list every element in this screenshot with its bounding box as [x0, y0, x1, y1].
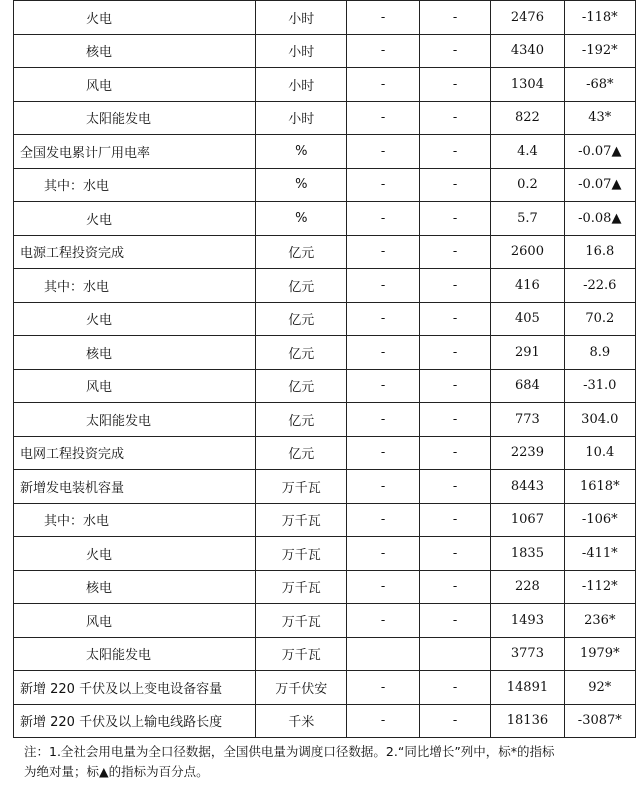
period-yoy-cell: -: [419, 503, 490, 537]
unit-cell: 万千伏安: [256, 671, 347, 705]
table-row: [14, 570, 636, 604]
unit-cell: 亿元: [256, 336, 347, 370]
cumulative-value-cell: 291: [491, 336, 564, 370]
table-row: [14, 68, 636, 102]
unit-cell: 万千瓦: [256, 637, 347, 671]
cumulative-yoy-cell: 43*: [564, 101, 635, 135]
period-yoy-cell: -: [419, 570, 490, 604]
cumulative-yoy-cell: -0.08▲: [564, 202, 635, 236]
period-yoy-cell: -: [419, 269, 490, 303]
current-period-cell: -: [347, 202, 419, 236]
current-period-cell: -: [347, 68, 419, 102]
cumulative-value-cell: 416: [491, 269, 564, 303]
indicator-name-cell: 全国发电累计厂用电率: [14, 135, 256, 169]
period-yoy-cell: -: [419, 470, 490, 504]
statistics-table: [13, 0, 636, 738]
indicator-name-cell: 核电: [14, 336, 256, 370]
table-row: [14, 503, 636, 537]
current-period-cell: -: [347, 671, 419, 705]
table-row: [14, 135, 636, 169]
table-row: [14, 302, 636, 336]
current-period-cell: -: [347, 503, 419, 537]
cumulative-value-cell: 4.4: [491, 135, 564, 169]
cumulative-yoy-cell: -68*: [564, 68, 635, 102]
indicator-name-cell: 风电: [14, 369, 256, 403]
current-period-cell: -: [347, 34, 419, 68]
note-line-1: 注：1.全社会用电量为全口径数据，全国供电量为调度口径数据。2.“同比增长”列中，标*的指标: [24, 744, 555, 759]
table-row: [14, 470, 636, 504]
indicator-name-cell: 新增发电装机容量: [14, 470, 256, 504]
current-period-cell: -: [347, 168, 419, 202]
table-row: [14, 403, 636, 437]
indicator-name-cell: 太阳能发电: [14, 403, 256, 437]
period-yoy-cell: -: [419, 436, 490, 470]
cumulative-yoy-cell: -192*: [564, 34, 635, 68]
unit-cell: %: [256, 202, 347, 236]
table-row: [14, 369, 636, 403]
unit-cell: 亿元: [256, 403, 347, 437]
current-period-cell: -: [347, 570, 419, 604]
table-row: [14, 202, 636, 236]
table-row: [14, 436, 636, 470]
unit-cell: 小时: [256, 68, 347, 102]
cumulative-yoy-cell: -3087*: [564, 704, 635, 738]
indicator-name-cell: 风电: [14, 604, 256, 638]
unit-cell: 亿元: [256, 369, 347, 403]
period-yoy-cell: -: [419, 101, 490, 135]
indicator-name-cell: 电源工程投资完成: [14, 235, 256, 269]
unit-cell: 万千瓦: [256, 503, 347, 537]
period-yoy-cell: -: [419, 704, 490, 738]
period-yoy-cell: -: [419, 369, 490, 403]
table-row: [14, 671, 636, 705]
unit-cell: 万千瓦: [256, 604, 347, 638]
cumulative-value-cell: 5.7: [491, 202, 564, 236]
cumulative-yoy-cell: -118*: [564, 1, 635, 35]
cumulative-yoy-cell: -106*: [564, 503, 635, 537]
current-period-cell: -: [347, 403, 419, 437]
table-row: [14, 269, 636, 303]
indicator-name-cell: 新增 220 千伏及以上输电线路长度: [14, 704, 256, 738]
unit-cell: 亿元: [256, 436, 347, 470]
indicator-name-cell: 其中：水电: [14, 503, 256, 537]
unit-cell: %: [256, 168, 347, 202]
cumulative-yoy-cell: -0.07▲: [564, 135, 635, 169]
current-period-cell: -: [347, 269, 419, 303]
cumulative-yoy-cell: 1979*: [564, 637, 635, 671]
indicator-name-cell: 其中：水电: [14, 269, 256, 303]
cumulative-yoy-cell: 1618*: [564, 470, 635, 504]
period-yoy-cell: -: [419, 235, 490, 269]
table-row: [14, 637, 636, 671]
unit-cell: 亿元: [256, 302, 347, 336]
current-period-cell: -: [347, 235, 419, 269]
indicator-name-cell: 火电: [14, 1, 256, 35]
unit-cell: %: [256, 135, 347, 169]
period-yoy-cell: -: [419, 604, 490, 638]
period-yoy-cell: -: [419, 34, 490, 68]
indicator-name-cell: 太阳能发电: [14, 637, 256, 671]
statistics-table-body: [14, 1, 636, 738]
table-row: [14, 34, 636, 68]
unit-cell: 小时: [256, 101, 347, 135]
indicator-name-cell: 火电: [14, 202, 256, 236]
current-period-cell: -: [347, 302, 419, 336]
table-row: [14, 168, 636, 202]
period-yoy-cell: -: [419, 168, 490, 202]
cumulative-yoy-cell: 236*: [564, 604, 635, 638]
period-yoy-cell: -: [419, 202, 490, 236]
cumulative-yoy-cell: 304.0: [564, 403, 635, 437]
unit-cell: 亿元: [256, 269, 347, 303]
current-period-cell: -: [347, 369, 419, 403]
indicator-name-cell: 其中：水电: [14, 168, 256, 202]
unit-cell: 小时: [256, 34, 347, 68]
current-period-cell: -: [347, 1, 419, 35]
current-period-cell: -: [347, 135, 419, 169]
current-period-cell: -: [347, 436, 419, 470]
cumulative-value-cell: 0.2: [491, 168, 564, 202]
indicator-name-cell: 新增 220 千伏及以上变电设备容量: [14, 671, 256, 705]
table-row: [14, 537, 636, 571]
indicator-name-cell: 风电: [14, 68, 256, 102]
indicator-name-cell: 核电: [14, 34, 256, 68]
cumulative-value-cell: 822: [491, 101, 564, 135]
table-row: [14, 1, 636, 35]
current-period-cell: -: [347, 101, 419, 135]
unit-cell: 小时: [256, 1, 347, 35]
period-yoy-cell: -: [419, 135, 490, 169]
cumulative-value-cell: 4340: [491, 34, 564, 68]
cumulative-yoy-cell: -112*: [564, 570, 635, 604]
cumulative-value-cell: 1304: [491, 68, 564, 102]
table-row: [14, 704, 636, 738]
period-yoy-cell: -: [419, 403, 490, 437]
current-period-cell: -: [347, 604, 419, 638]
unit-cell: 千米: [256, 704, 347, 738]
current-period-cell: -: [347, 470, 419, 504]
cumulative-value-cell: 2600: [491, 235, 564, 269]
table-row: [14, 235, 636, 269]
period-yoy-cell: -: [419, 336, 490, 370]
table-row: [14, 604, 636, 638]
period-yoy-cell: -: [419, 302, 490, 336]
cumulative-yoy-cell: -31.0: [564, 369, 635, 403]
cumulative-value-cell: 1067: [491, 503, 564, 537]
table-row: [14, 336, 636, 370]
cumulative-yoy-cell: 92*: [564, 671, 635, 705]
unit-cell: 亿元: [256, 235, 347, 269]
cumulative-value-cell: 773: [491, 403, 564, 437]
current-period-cell: [347, 637, 419, 671]
current-period-cell: -: [347, 704, 419, 738]
cumulative-yoy-cell: 16.8: [564, 235, 635, 269]
indicator-name-cell: 火电: [14, 302, 256, 336]
period-yoy-cell: [419, 637, 490, 671]
unit-cell: 万千瓦: [256, 470, 347, 504]
unit-cell: 万千瓦: [256, 537, 347, 571]
cumulative-value-cell: 1493: [491, 604, 564, 638]
period-yoy-cell: -: [419, 671, 490, 705]
table-notes: [24, 742, 624, 782]
cumulative-yoy-cell: -0.07▲: [564, 168, 635, 202]
cumulative-value-cell: 1835: [491, 537, 564, 571]
current-period-cell: -: [347, 336, 419, 370]
cumulative-yoy-cell: 70.2: [564, 302, 635, 336]
period-yoy-cell: -: [419, 1, 490, 35]
cumulative-yoy-cell: 8.9: [564, 336, 635, 370]
cumulative-yoy-cell: 10.4: [564, 436, 635, 470]
cumulative-value-cell: 8443: [491, 470, 564, 504]
current-period-cell: -: [347, 537, 419, 571]
unit-cell: 万千瓦: [256, 570, 347, 604]
indicator-name-cell: 火电: [14, 537, 256, 571]
cumulative-value-cell: 684: [491, 369, 564, 403]
cumulative-value-cell: 2239: [491, 436, 564, 470]
cumulative-yoy-cell: -411*: [564, 537, 635, 571]
cumulative-value-cell: 405: [491, 302, 564, 336]
indicator-name-cell: 太阳能发电: [14, 101, 256, 135]
note-line-2: 为绝对量；标▲的指标为百分点。: [24, 764, 209, 779]
cumulative-yoy-cell: -22.6: [564, 269, 635, 303]
table-row: [14, 101, 636, 135]
period-yoy-cell: -: [419, 537, 490, 571]
cumulative-value-cell: 3773: [491, 637, 564, 671]
cumulative-value-cell: 14891: [491, 671, 564, 705]
indicator-name-cell: 核电: [14, 570, 256, 604]
cumulative-value-cell: 18136: [491, 704, 564, 738]
cumulative-value-cell: 228: [491, 570, 564, 604]
period-yoy-cell: -: [419, 68, 490, 102]
indicator-name-cell: 电网工程投资完成: [14, 436, 256, 470]
cumulative-value-cell: 2476: [491, 1, 564, 35]
